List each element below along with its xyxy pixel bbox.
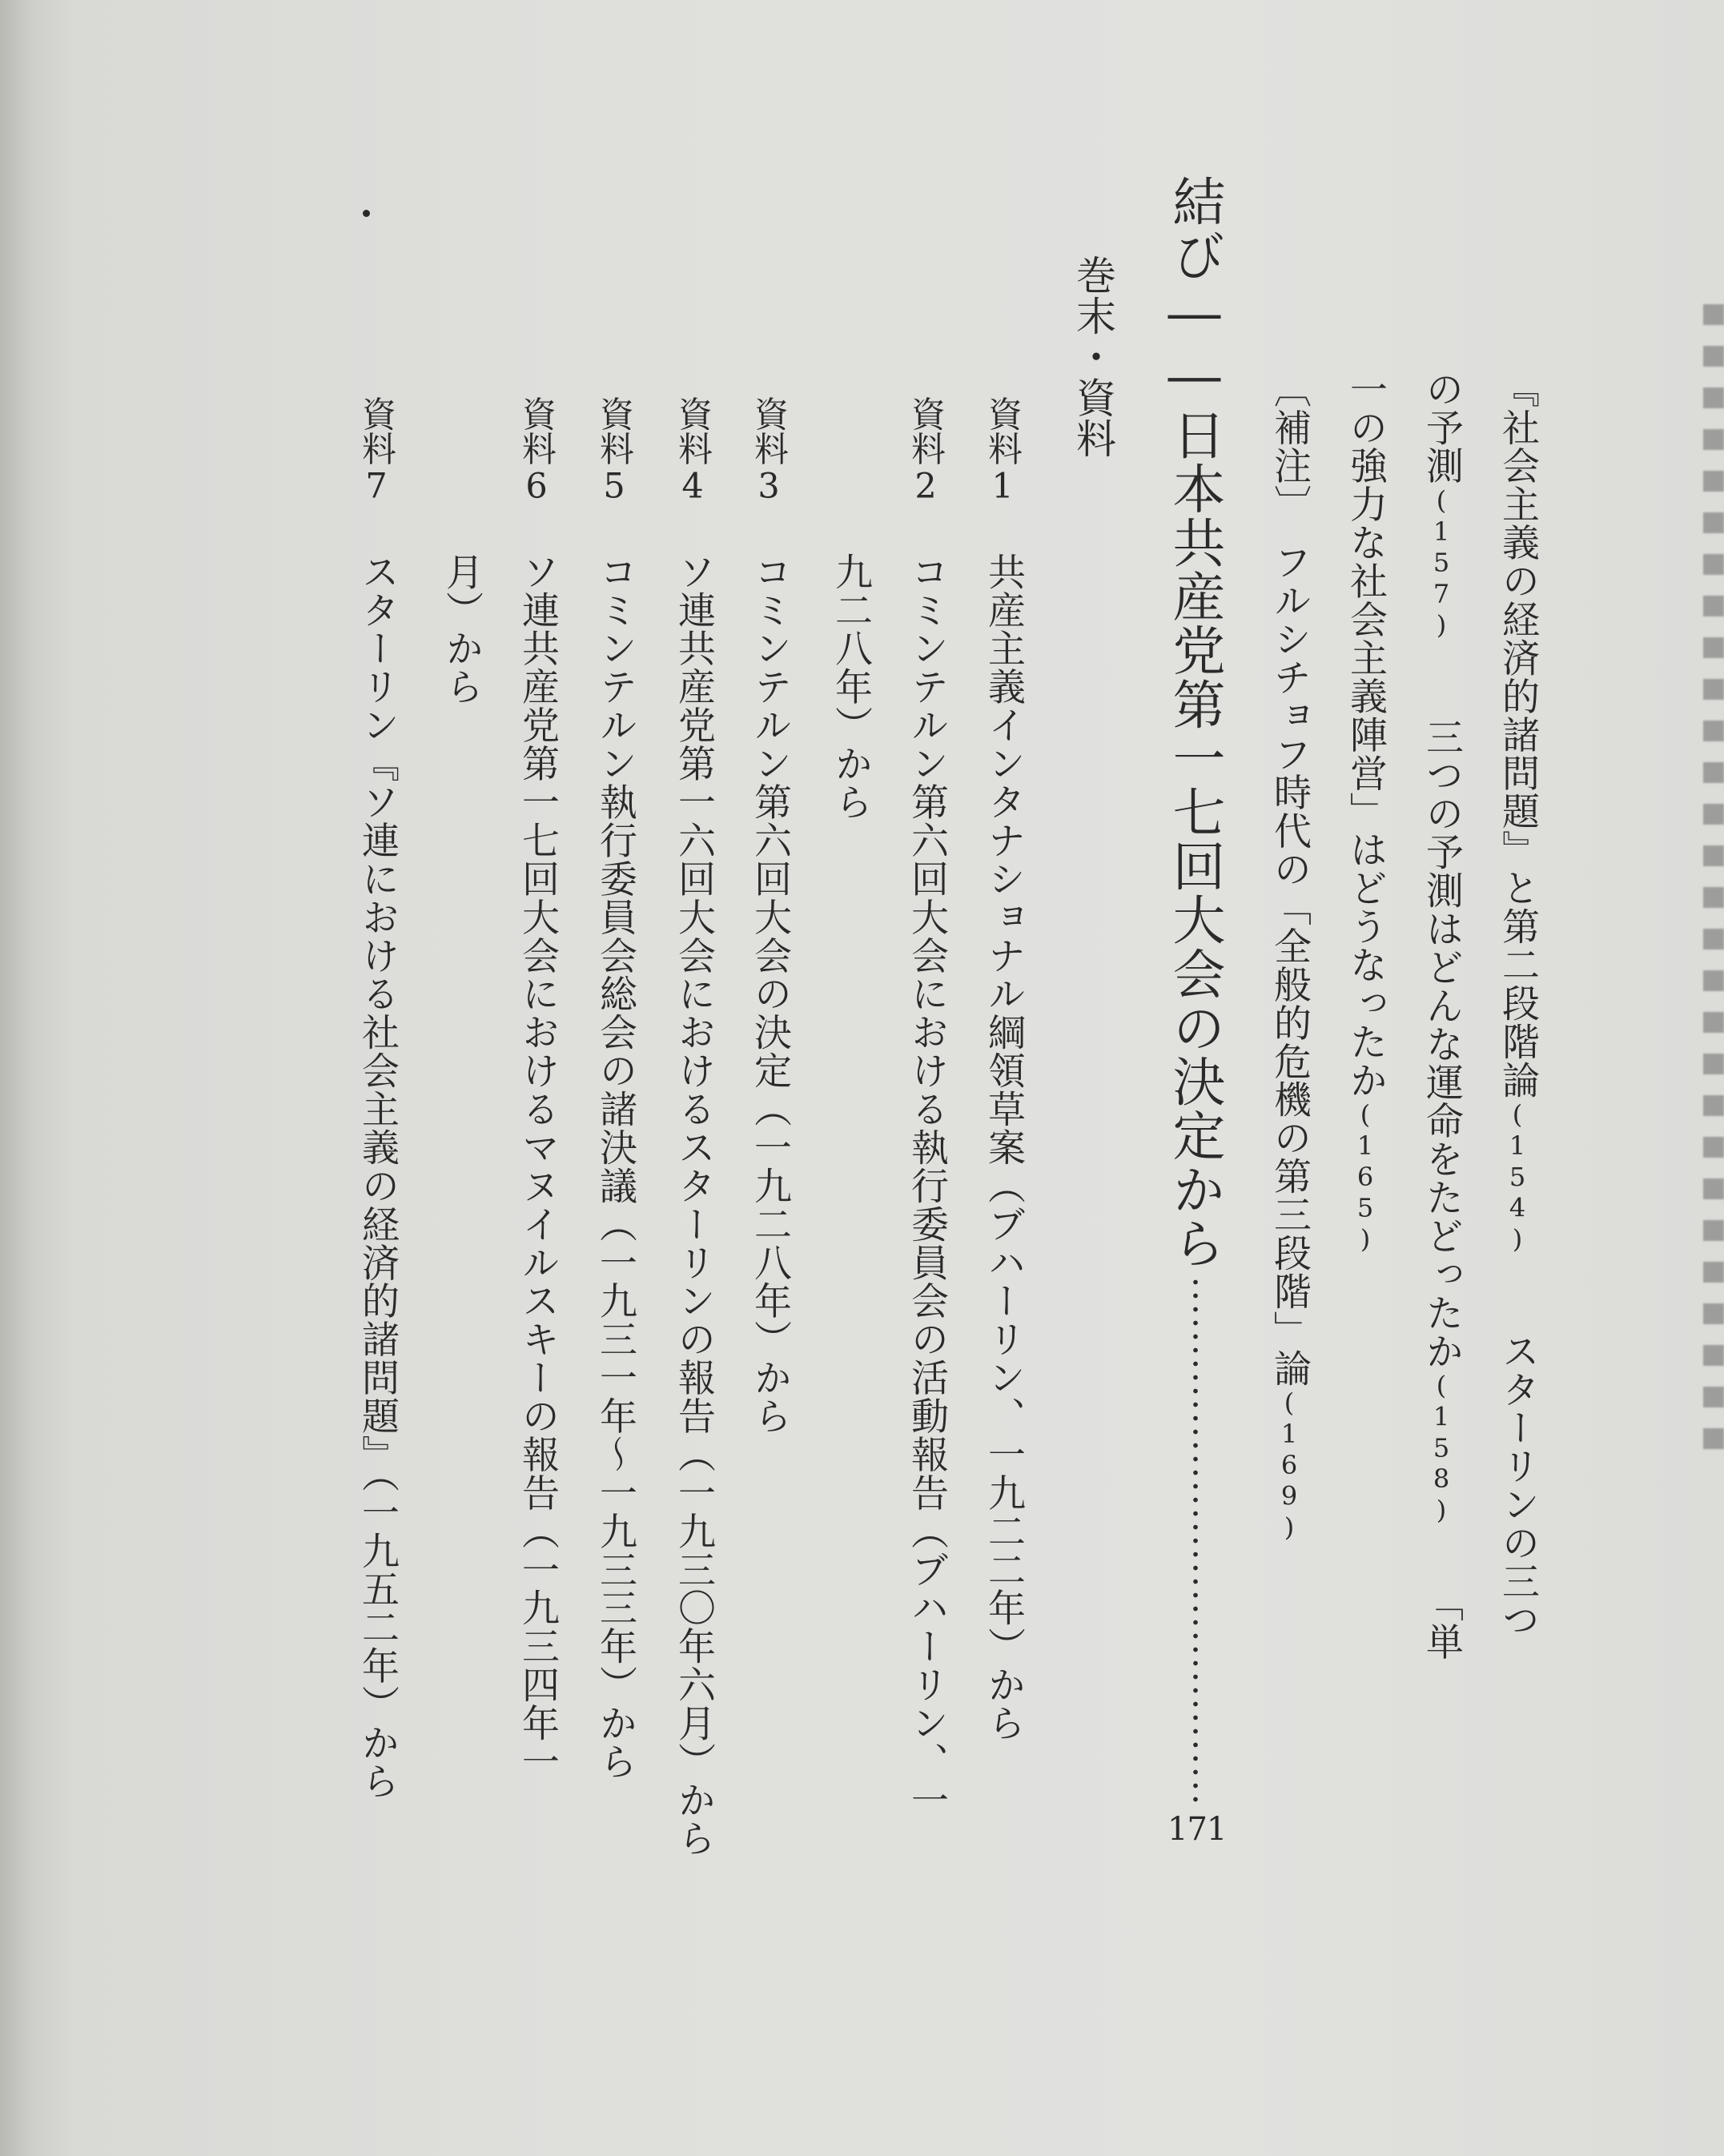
chapter-line-1-page: (154) xyxy=(1502,1098,1533,1255)
chapter-line-2-page: (157) xyxy=(1426,484,1457,641)
chapter-line-2-tail: 「単 xyxy=(1420,1603,1464,1661)
chapter-line-1-tail: スターリンの三つ xyxy=(1496,1331,1540,1639)
appendix-item-1-label: 資料1 xyxy=(983,396,1023,508)
facing-page-bleed xyxy=(1703,304,1724,1449)
appendix-item-2-label: 資料2 xyxy=(906,396,946,508)
book-page xyxy=(76,0,1724,2156)
appendix-heading: 巻末・資料 xyxy=(1070,255,1116,459)
chapter-line-3 xyxy=(1344,370,1388,1255)
appendix-item-3-text: コミンテルン第六回大会の決定（一九二八年）から xyxy=(748,552,792,1435)
leader-dots xyxy=(1192,1275,1199,1804)
appendix-item-5-text: コミンテルン執行委員会総会の諸決議（一九三一年～一九三三年）から xyxy=(593,552,637,1781)
chapter-line-3-text: 一の強力な社会主義陣営」はどうなったか xyxy=(1344,370,1388,1099)
chapter-line-2-mid: 三つの予測はどんな運命をたどったか xyxy=(1420,717,1464,1371)
chapter-line-2 xyxy=(1420,370,1464,1661)
book-gutter xyxy=(0,0,76,2156)
appendix-item-4-label: 資料4 xyxy=(673,396,713,508)
appendix-item-7-text: スターリン『ソ連における社会主義の経済的諸問題』（一九五二年）から xyxy=(356,552,400,1801)
chapter-line-2-page2: (158) xyxy=(1426,1370,1457,1527)
chapter-line-3-page: (165) xyxy=(1350,1098,1380,1255)
chapter-line-4-page: (169) xyxy=(1274,1387,1304,1544)
chapter-line-2-text: の予測 xyxy=(1420,370,1464,485)
appendix-item-1-text: 共産主義インタナショナル綱領草案（ブハーリン、一九二二年）から xyxy=(982,552,1026,1743)
appendix-item-6-label: 資料6 xyxy=(516,396,557,508)
appendix-item-4-text: ソ連共産党第一六回大会におけるスターリンの報告（一九三〇年六月）から xyxy=(672,552,716,1857)
appendix-item-6-text-line2: 月）から xyxy=(440,552,484,706)
appendix-item-5-label: 資料5 xyxy=(594,396,634,508)
chapter-line-4 xyxy=(1268,370,1312,1544)
chapter-line-1 xyxy=(1496,370,1540,1639)
section-title: 結び――日本共産党第一七回大会の決定から xyxy=(1163,175,1225,1271)
section-page-number: 171 xyxy=(1167,1811,1227,1848)
stray-dot xyxy=(363,210,370,217)
appendix-item-2-text-line1: コミンテルン第六回大会における執行委員会の活動報告（ブハーリン、一 xyxy=(905,552,949,1820)
appendix-item-6-text-line1: ソ連共産党第一七回大会におけるマヌイルスキーの報告（一九三四年一 xyxy=(516,552,560,1781)
appendix-item-7-label: 資料7 xyxy=(356,396,396,508)
chapter-line-4-text: 〔補注〕 フルシチョフ時代の「全般的危機の第三段階」論 xyxy=(1268,370,1312,1387)
appendix-item-2-text-line2: 九二八年）から xyxy=(829,552,873,821)
chapter-line-1-text: 『社会主義の経済的諸問題』と第二段階論 xyxy=(1496,370,1540,1099)
appendix-item-3-label: 資料3 xyxy=(749,396,789,508)
